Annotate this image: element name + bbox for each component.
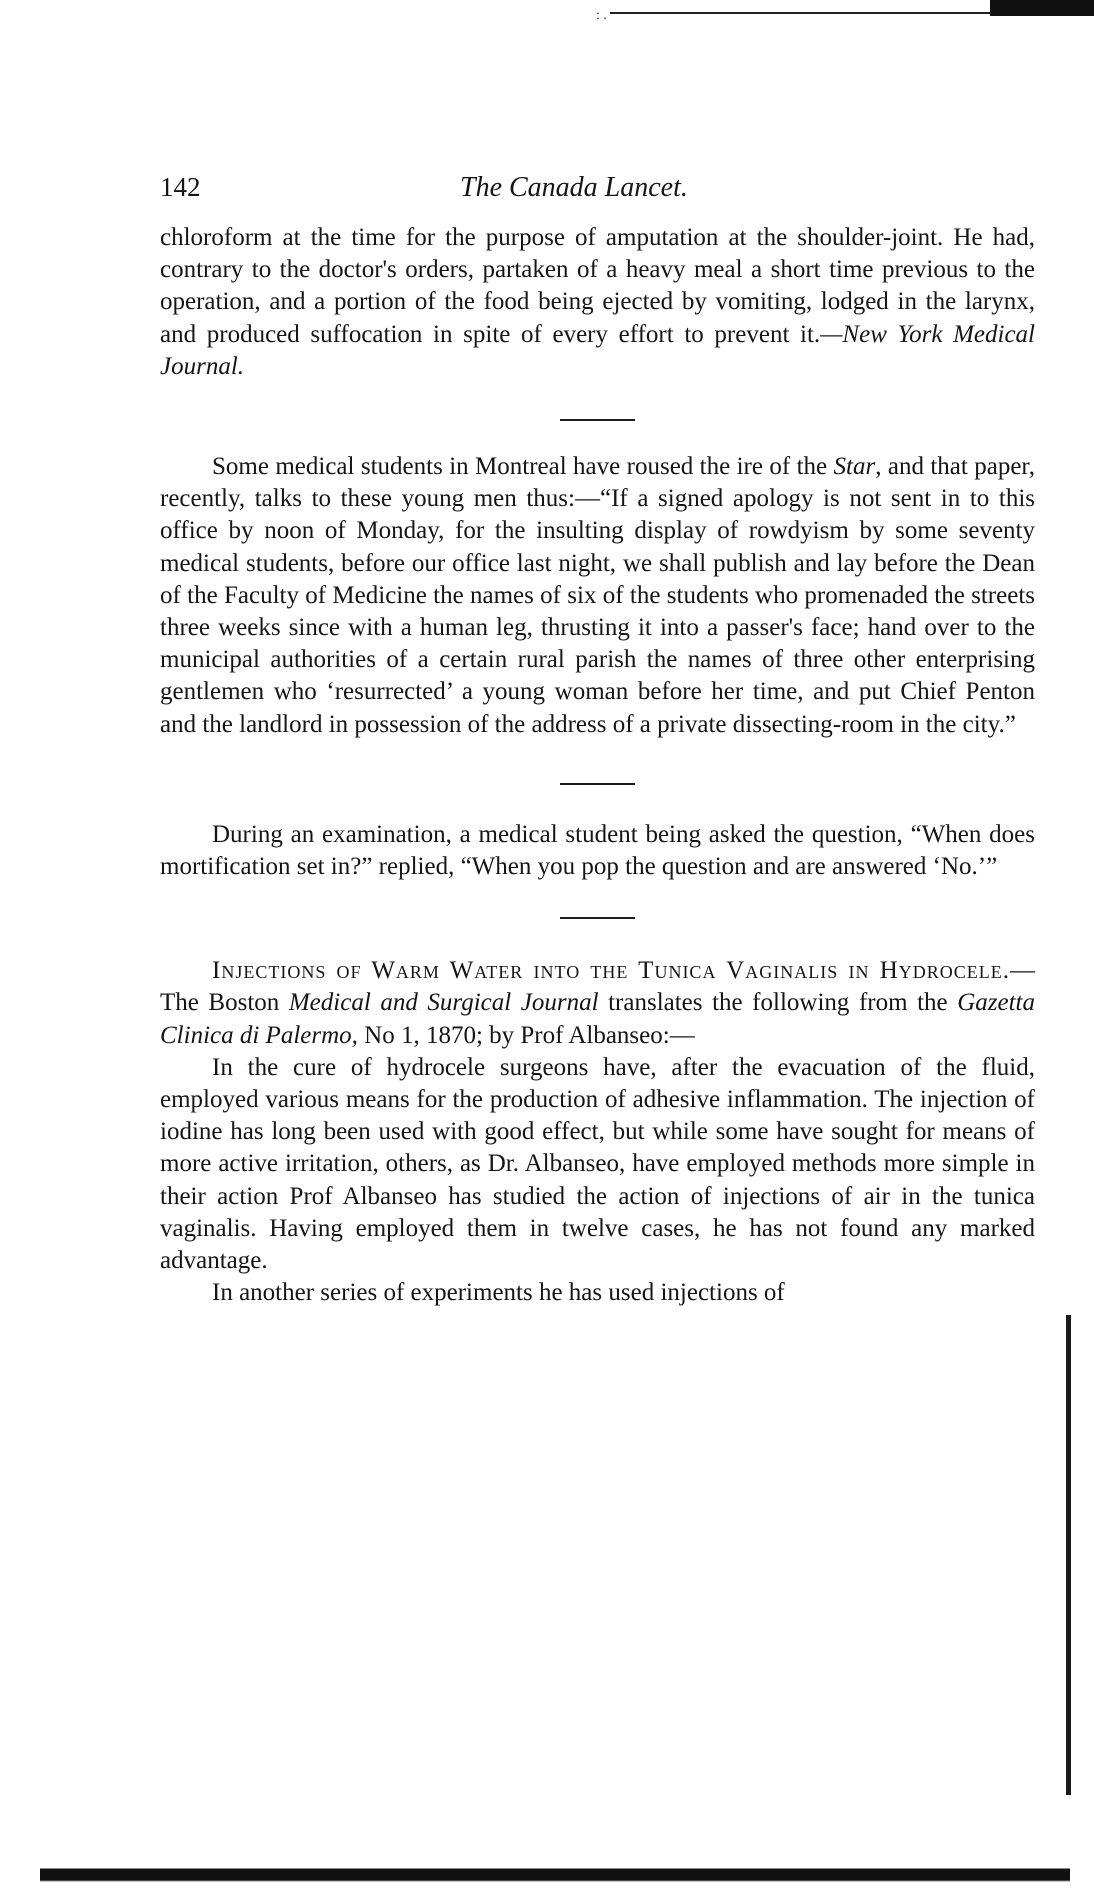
chloroform-paragraph-text: chloroform at the time for the purpose of amputation at the shoulder-joint. He had, contrary to the doctor's orders, partaken of a heavy meal a short time previous to the operation, and a portion of the food being ejected by vomiting, lodged in the larynx, and produced suffocation in spite of every effort to prevent it. bbox=[160, 224, 1035, 348]
newspaper-name: Star bbox=[833, 453, 876, 481]
examination-joke-paragraph: During an examination, a medical student being asked the question, “When does mortification set in?” replied, “When you pop the question and are answered ‘No.’” bbox=[160, 820, 1035, 881]
montreal-students-paragraph bbox=[160, 451, 1035, 741]
source-citation: —New York Medical Journal. bbox=[160, 320, 1035, 380]
section-divider bbox=[560, 419, 635, 421]
page-content bbox=[160, 172, 1035, 1309]
article-intro-a: —The Boston bbox=[160, 957, 1035, 1017]
scan-top-thick-bar bbox=[990, 0, 1094, 16]
article-intro-b: translates the following from the bbox=[598, 989, 958, 1017]
chloroform-paragraph bbox=[160, 222, 1035, 383]
hydrocele-article-body: In the cure of hydrocele surgeons have, after the evacuation of the fluid, employed various means for the production of adhesive inflammation. The injection of iodine has long been used with good effect, but while some have sought for means of more active irritation, others, as Dr. Albanseo, have employed methods more simple in their action Prof Albanseo has studied the action of injections of air in the tunica vaginalis. Having employed them in twelve cases, he has not found any marked advantage. bbox=[160, 1053, 1035, 1275]
scan-top-edge bbox=[610, 0, 1094, 14]
scan-bottom-edge bbox=[40, 1858, 1070, 1888]
hydrocele-article-continuation: In another series of experiments he has used injections of bbox=[212, 1279, 785, 1307]
article-intro-c: No 1, 1870; by Prof Albanseo:— bbox=[357, 1021, 695, 1049]
running-title: The Canada Lancet. bbox=[460, 172, 688, 203]
section-divider bbox=[560, 783, 635, 785]
montreal-paragraph-lead: Some medical students in Montreal have roused the ire of the bbox=[212, 453, 834, 481]
article-heading: Injections of Warm Water into the Tunica Vaginalis in Hydrocele. bbox=[212, 957, 1010, 985]
section-divider bbox=[560, 917, 635, 919]
page-number: 142 bbox=[160, 172, 201, 202]
hydrocele-article-intro bbox=[160, 955, 1035, 1052]
montreal-paragraph-body: , and that paper, recently, talks to these young men thus:—“If a signed apology is not sent in to this office by noon of Monday, for the insulting display of rowdyism by some seventy medical students, before our office last night, we shall publish and lay before the Dean of the Faculty of Medicine the names of six of the students who promenaded the streets three weeks since with a human leg, thrusting it into a passer's face; hand over to the municipal authorities of a certain rural parish the names of three other enterprising gentlemen who ‘resurrected’ a young woman before her time, and put Chief Penton and the landlord in possession of the address of a private dissecting-room in the city.” bbox=[160, 453, 1035, 738]
scan-top-thin-line bbox=[610, 12, 1000, 14]
scan-right-edge bbox=[1066, 1315, 1071, 1795]
scan-artifact-dots: : . bbox=[596, 8, 607, 23]
journal-name-palermo: Gazetta Clinica di Palermo, bbox=[160, 989, 1036, 1049]
page-header bbox=[160, 172, 1035, 212]
journal-name-boston: Medical and Surgical Journal bbox=[288, 989, 599, 1017]
